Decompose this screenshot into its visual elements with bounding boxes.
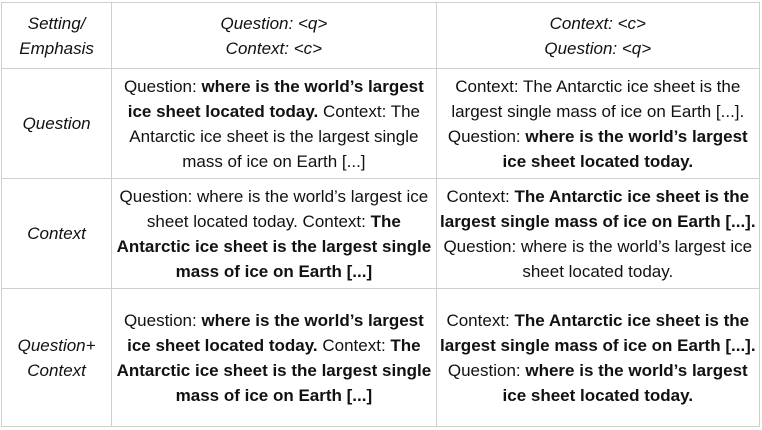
context-text: The Antarctic ice sheet is the largest single mass of ice on Earth [...] xyxy=(116,211,432,281)
question-label: Question: xyxy=(123,310,202,330)
row-label-question: Question xyxy=(2,69,112,179)
question-text: where is the world’s largest ice sheet located today. xyxy=(502,126,748,171)
question-label: Question: xyxy=(123,76,202,96)
emphasis-table xyxy=(1,2,760,427)
question-text: where is the world’s largest ice sheet located today. xyxy=(520,236,753,281)
question-text: where is the world’s largest ice sheet located today. xyxy=(502,360,748,405)
context-text: The Antarctic ice sheet is the largest single mass of ice on Earth [...]. xyxy=(451,76,745,121)
question-text: where is the world’s largest ice sheet located today. xyxy=(127,76,424,121)
row-label-question-context xyxy=(2,289,112,427)
header-setting-cell xyxy=(2,3,112,69)
context-text: The Antarctic ice sheet is the largest single mass of ice on Earth [...] xyxy=(116,335,432,405)
question-text: where is the world’s largest ice sheet located today. xyxy=(146,186,429,231)
question-label: Question: xyxy=(447,126,526,146)
context-text: The Antarctic ice sheet is the largest single mass of ice on Earth [...] xyxy=(129,101,421,171)
header-setting-line2: Emphasis xyxy=(19,38,94,58)
context-label: Context: xyxy=(455,76,523,96)
cell-question-cq xyxy=(436,69,759,179)
question-label: Question: xyxy=(119,186,198,206)
header-cq-cell xyxy=(436,3,759,69)
cell-context-qc xyxy=(112,179,436,289)
question-label: Question: xyxy=(447,360,526,380)
row-label-line1: Question+ xyxy=(17,335,96,355)
header-setting-line1: Setting/ xyxy=(27,13,86,33)
context-text: The Antarctic ice sheet is the largest single mass of ice on Earth [...]. xyxy=(440,310,756,355)
question-text: where is the world’s largest ice sheet located today. xyxy=(127,310,424,355)
cell-context-cq xyxy=(436,179,759,289)
context-text: The Antarctic ice sheet is the largest single mass of ice on Earth [...]. xyxy=(440,186,756,231)
header-row xyxy=(2,3,760,69)
header-qc-line1: Question: <q> xyxy=(220,13,328,33)
table-row xyxy=(2,69,760,179)
header-cq-line1: Context: <c> xyxy=(549,13,646,33)
row-label-context: Context xyxy=(2,179,112,289)
header-qc-cell xyxy=(112,3,436,69)
cell-question-qc xyxy=(112,69,436,179)
context-label: Context: xyxy=(446,310,515,330)
table-row xyxy=(2,289,760,427)
context-label: Context: xyxy=(317,335,391,355)
cell-both-cq xyxy=(436,289,759,427)
question-label: Question: xyxy=(443,236,521,256)
cell-both-qc xyxy=(112,289,436,427)
context-label: Context: xyxy=(446,186,515,206)
row-label-line2: Context xyxy=(27,360,86,380)
context-label: Context: xyxy=(318,101,391,121)
context-label: Context: xyxy=(297,211,371,231)
table-row xyxy=(2,179,760,289)
header-qc-line2: Context: <c> xyxy=(225,38,323,58)
header-cq-line2: Question: <q> xyxy=(544,38,652,58)
